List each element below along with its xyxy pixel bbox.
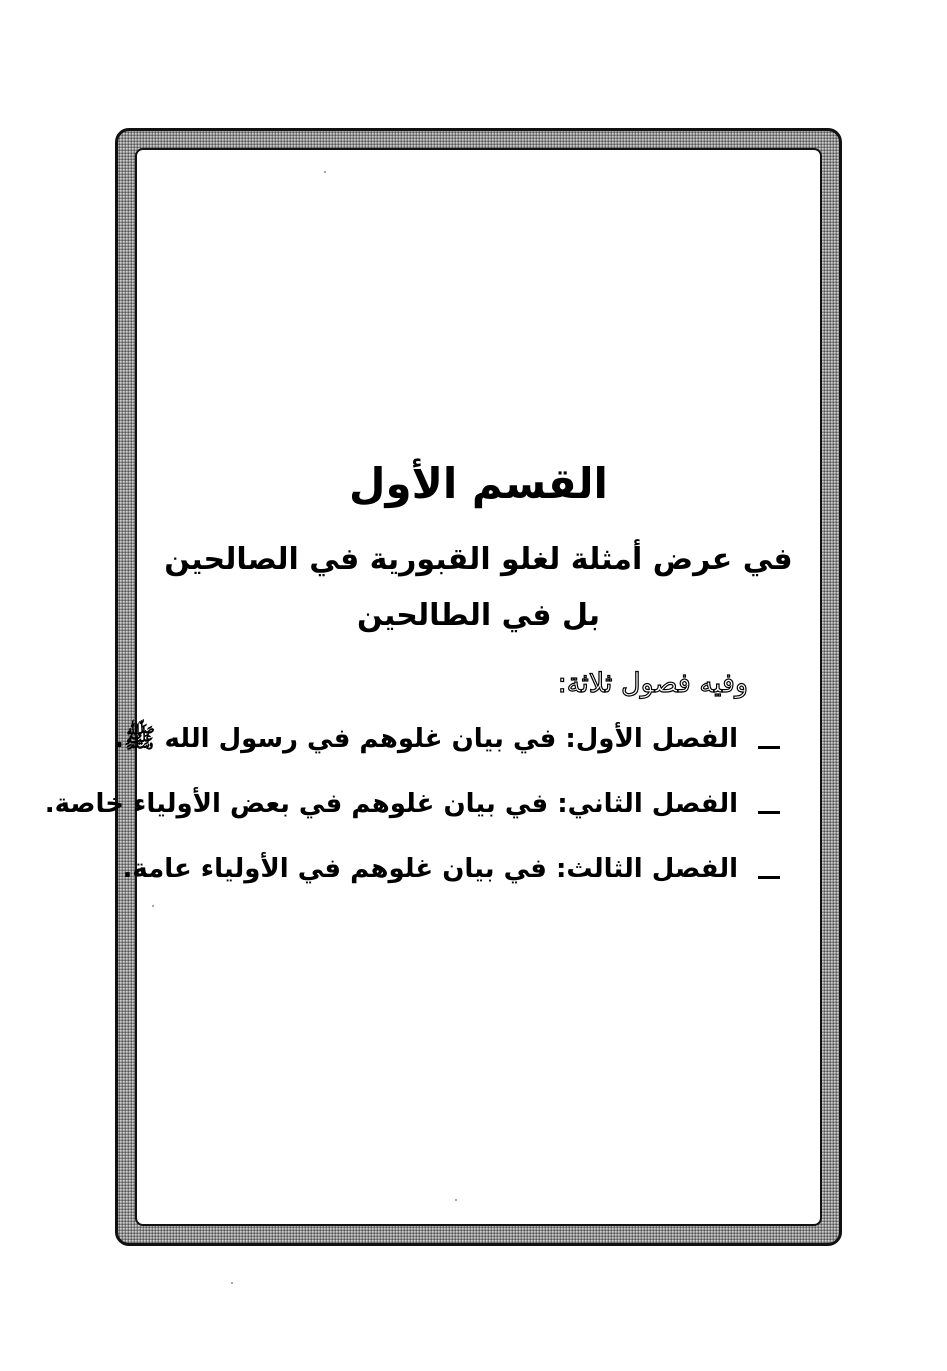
chapter-label: الفصل الأول: في بيان غلوهم في رسول الله ﷺ. bbox=[114, 724, 738, 754]
chapter-item-3 bbox=[45, 850, 780, 888]
page-content bbox=[44, 150, 820, 1224]
chapter-label: الفصل الثاني: في بيان غلوهم في بعض الأولياء خاصة. bbox=[44, 789, 738, 819]
scan-speck bbox=[152, 905, 154, 907]
scan-speck bbox=[324, 171, 326, 173]
chapter-label: الفصل الثالث: في بيان غلوهم في الأولياء عامة. bbox=[122, 854, 738, 884]
chapters-intro: وفيه فصول ثلاثة: bbox=[557, 668, 748, 699]
section-title: القسم الأول bbox=[349, 459, 608, 508]
scan-speck bbox=[455, 1199, 457, 1201]
dash-bullet-icon bbox=[758, 811, 780, 814]
dash-bullet-icon bbox=[758, 746, 780, 749]
scan-speck bbox=[231, 1282, 233, 1284]
chapter-list bbox=[45, 720, 780, 915]
chapter-item-2 bbox=[45, 785, 780, 823]
section-subtitle: في عرض أمثلة لغلو القبورية في الصالحين بل في الطالحين bbox=[164, 542, 793, 633]
chapter-item-1 bbox=[45, 720, 780, 758]
dash-bullet-icon bbox=[758, 876, 780, 879]
